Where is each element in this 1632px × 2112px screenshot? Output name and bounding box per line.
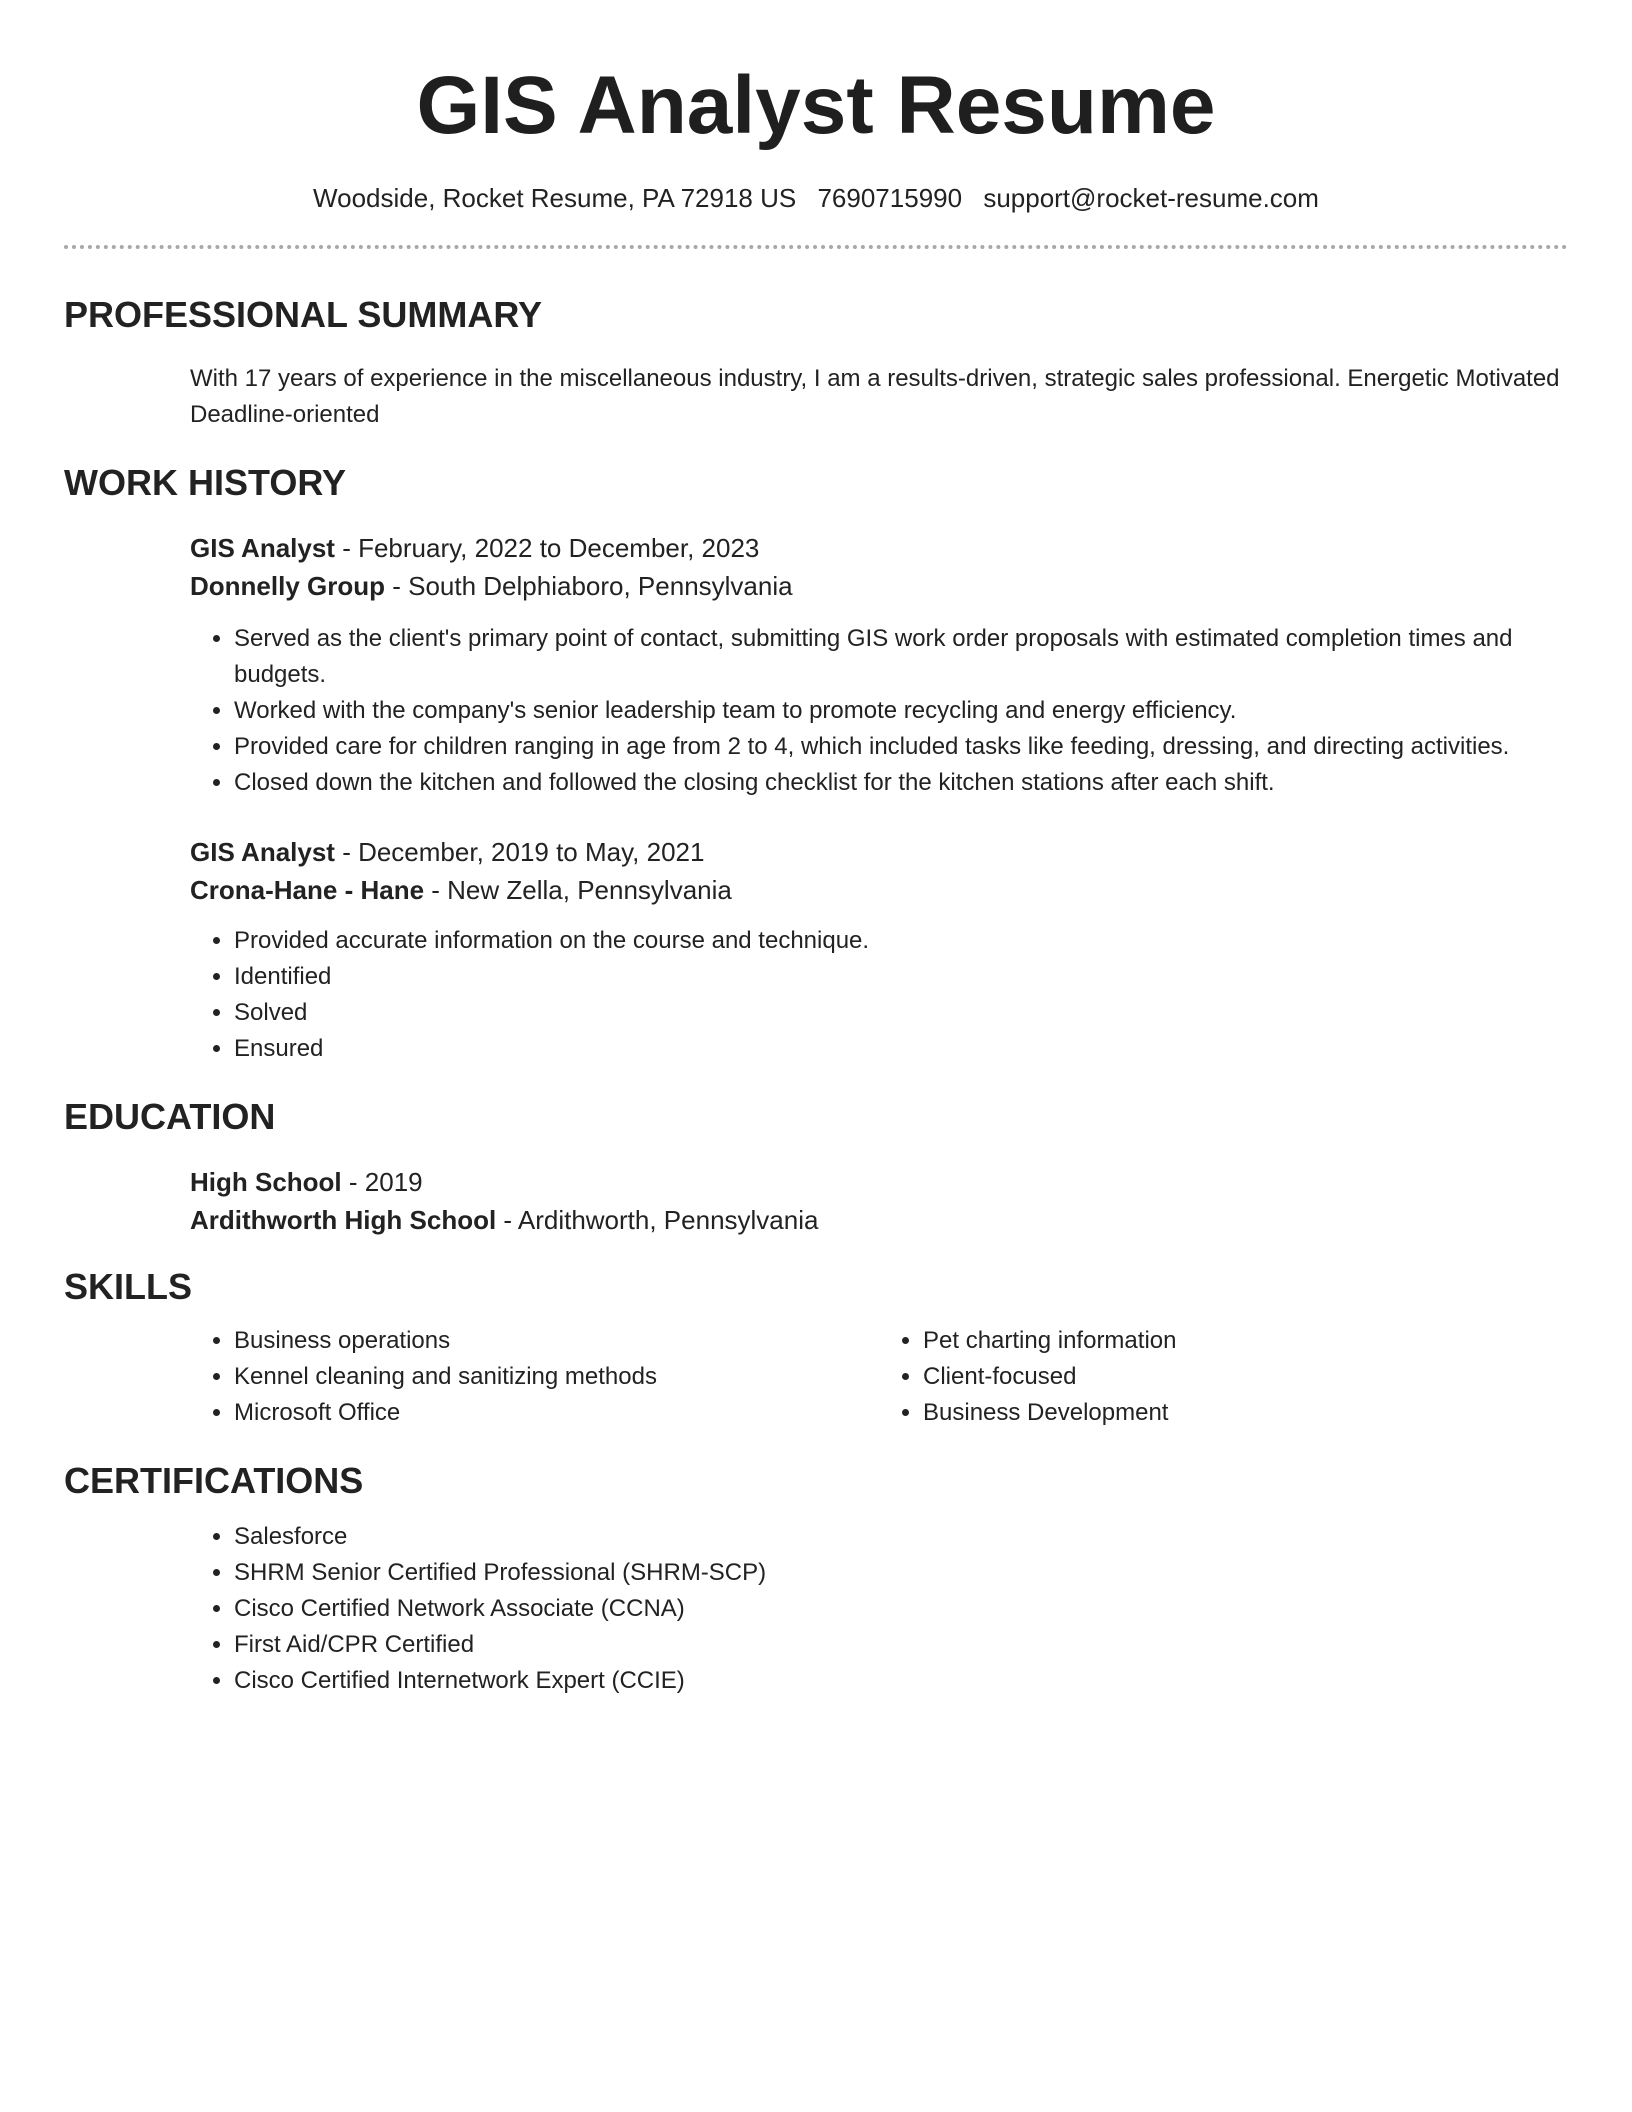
job-location: - New Zella, Pennsylvania — [424, 875, 732, 905]
list-item: • Cisco Certified Internetwork Expert (CCIE) — [234, 1663, 1568, 1699]
job-company-line — [190, 871, 1568, 909]
degree-line — [190, 1163, 1568, 1201]
list-item: • Business Development — [923, 1395, 1568, 1431]
list-item: • Worked with the company's senior leadership team to promote recycling and energy efficiency. — [234, 693, 1568, 729]
header-divider — [64, 245, 1568, 249]
list-item: • Ensured — [234, 1031, 1568, 1067]
job-bullets — [190, 621, 1568, 801]
skills-heading: SKILLS — [64, 1266, 193, 1307]
contact-email: support@rocket-resume.com — [983, 183, 1319, 213]
list-item: • Cisco Certified Network Associate (CCNA) — [234, 1591, 1568, 1627]
contact-line — [64, 182, 1568, 214]
list-item: • Provided accurate information on the course and technique. — [234, 923, 1568, 959]
list-item: • Microsoft Office — [234, 1395, 879, 1431]
certifications-heading: CERTIFICATIONS — [64, 1460, 364, 1501]
contact-address: Woodside, Rocket Resume, PA 72918 US — [313, 183, 797, 213]
summary-text: With 17 years of experience in the miscellaneous industry, I am a results-driven, strategic sales professional. Energetic Motivated Deadline-oriented — [190, 365, 1560, 428]
summary-heading: PROFESSIONAL SUMMARY — [64, 294, 543, 335]
skills-column-right — [879, 1323, 1568, 1431]
job-role: GIS Analyst — [190, 533, 335, 563]
list-item: • Business operations — [234, 1323, 879, 1359]
job-location: - South Delphiaboro, Pennsylvania — [385, 571, 793, 601]
contact-phone: 7690715990 — [817, 183, 963, 213]
list-item: • Provided care for children ranging in age from 2 to 4, which included tasks like feeding, dressing, and directing activities. — [234, 729, 1568, 765]
list-item: • Salesforce — [234, 1519, 1568, 1555]
list-item: • SHRM Senior Certified Professional (SHRM-SCP) — [234, 1555, 1568, 1591]
skills-column-left — [190, 1323, 879, 1431]
list-item: • Identified — [234, 959, 1568, 995]
resume-title: GIS Analyst Resume — [416, 60, 1216, 151]
job-company: Crona-Hane - Hane — [190, 875, 425, 905]
job-title-line — [190, 529, 1568, 567]
job-dates: - December, 2019 to May, 2021 — [334, 837, 705, 867]
job-company: Donnelly Group — [190, 571, 385, 601]
degree: High School — [190, 1167, 342, 1197]
job-entry — [190, 529, 1568, 801]
job-title-line — [190, 833, 1568, 871]
education-heading: EDUCATION — [64, 1096, 276, 1137]
list-item: • First Aid/CPR Certified — [234, 1627, 1568, 1663]
job-dates: - February, 2022 to December, 2023 — [334, 533, 760, 563]
job-company-line — [190, 567, 1568, 605]
list-item: • Client-focused — [923, 1359, 1568, 1395]
school-line — [190, 1201, 1568, 1239]
skills-list — [190, 1323, 1568, 1431]
school-location: - Ardithworth, Pennsylvania — [496, 1205, 819, 1235]
education-entry — [190, 1163, 1568, 1239]
work-history-heading: WORK HISTORY — [64, 462, 347, 503]
certifications-bullets — [190, 1519, 1568, 1699]
certifications-list — [190, 1519, 1568, 1699]
list-item: • Closed down the kitchen and followed the closing checklist for the kitchen stations after each shift. — [234, 765, 1568, 801]
list-item: • Pet charting information — [923, 1323, 1568, 1359]
job-bullets — [190, 923, 1568, 1067]
graduation-year: - 2019 — [341, 1167, 423, 1197]
school-name: Ardithworth High School — [190, 1205, 497, 1235]
job-entry — [190, 833, 1568, 1067]
list-item: • Kennel cleaning and sanitizing methods — [234, 1359, 879, 1395]
list-item: • Served as the client's primary point of contact, submitting GIS work order proposals with estimated completion times and budgets. — [234, 621, 1568, 693]
job-role: GIS Analyst — [190, 837, 335, 867]
list-item: • Solved — [234, 995, 1568, 1031]
